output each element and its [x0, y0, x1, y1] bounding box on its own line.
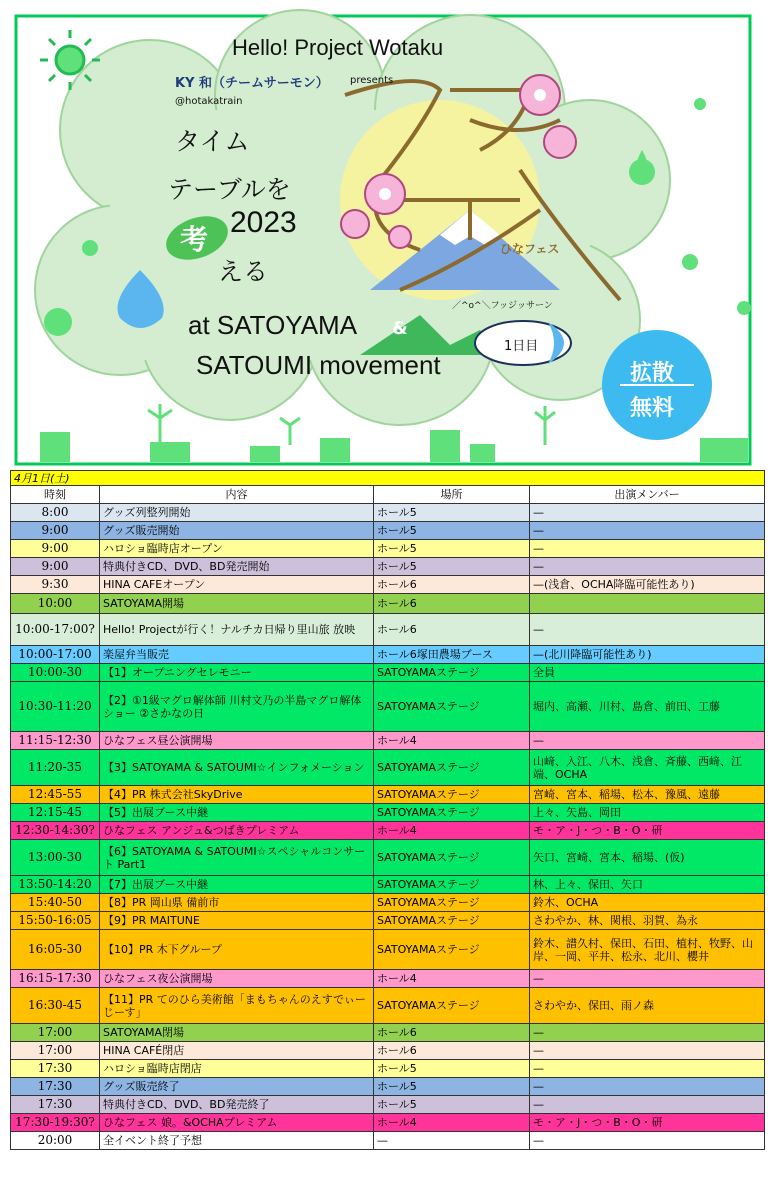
table-row — [11, 750, 765, 786]
table-row — [11, 1114, 765, 1132]
cell-place: SATOYAMAステージ — [374, 750, 530, 786]
cell-time: 10:00-17:00? — [11, 614, 100, 646]
poster-line3: える — [218, 257, 269, 286]
poster-title: Hello! Project Wotaku — [232, 35, 444, 60]
table-row — [11, 970, 765, 988]
header-place: 場所 — [374, 486, 530, 504]
cell-event: 【5】出展ブース中継 — [100, 804, 374, 822]
cell-members: モ・ア・J・つ・B・O・研 — [530, 822, 765, 840]
cell-event: 【6】SATOYAMA & SATOUMI☆スペシャルコンサート Part1 — [100, 840, 374, 876]
cell-members: — — [530, 1132, 765, 1150]
cell-event: 【1】オープニングセレモニー — [100, 664, 374, 682]
cell-time: 17:00 — [11, 1024, 100, 1042]
cell-event: ハロショ臨時店オープン — [100, 540, 374, 558]
cell-time: 20:00 — [11, 1132, 100, 1150]
cell-members: — — [530, 614, 765, 646]
table-row — [11, 786, 765, 804]
table-row — [11, 576, 765, 594]
table-row — [11, 894, 765, 912]
header-row — [11, 486, 765, 504]
header-time: 時刻 — [11, 486, 100, 504]
cell-members: — — [530, 1060, 765, 1078]
poster-venue-2: SATOUMI movement — [196, 350, 441, 380]
table-row — [11, 1096, 765, 1114]
cell-event: グッズ列整列開始 — [100, 504, 374, 522]
cell-members: モ・ア・J・つ・B・O・研 — [530, 1114, 765, 1132]
cell-place: ホール5 — [374, 1096, 530, 1114]
poster-amp: & — [392, 318, 408, 339]
cell-event: 【9】PR MAITUNE — [100, 912, 374, 930]
cell-time: 15:50-16:05 — [11, 912, 100, 930]
cell-place: SATOYAMAステージ — [374, 876, 530, 894]
header-members: 出演メンバー — [530, 486, 765, 504]
cell-place: ホール4 — [374, 822, 530, 840]
cell-members: —(北川降臨可能性あり) — [530, 646, 765, 664]
cell-place: ホール5 — [374, 1078, 530, 1096]
poster-fuji-label: ／^o^＼フッジッサーン — [452, 301, 553, 311]
cell-members: — — [530, 1096, 765, 1114]
cell-event: SATOYAMA閉場 — [100, 1024, 374, 1042]
date-row — [11, 471, 765, 486]
cell-members: 宮崎、宮本、稲場、松本、豫風、遠藤 — [530, 786, 765, 804]
cell-members — [530, 594, 765, 614]
poster-handle: @hotakatrain — [175, 96, 243, 107]
cell-event: 【10】PR 木下グループ — [100, 930, 374, 970]
cell-members: — — [530, 540, 765, 558]
cell-time: 10:30-11:20 — [11, 682, 100, 732]
cell-place: SATOYAMAステージ — [374, 682, 530, 732]
table-row — [11, 822, 765, 840]
cell-event: ひなフェス 娘。&OCHAプレミアム — [100, 1114, 374, 1132]
table-row — [11, 1024, 765, 1042]
cell-members: — — [530, 732, 765, 750]
cell-time: 12:15-45 — [11, 804, 100, 822]
cell-time: 17:30 — [11, 1078, 100, 1096]
cell-event: 特典付きCD、DVD、BD発売開始 — [100, 558, 374, 576]
table-row — [11, 522, 765, 540]
cell-event: 【11】PR てのひら美術館「まもちゃんのえすでぃーじーす」 — [100, 988, 374, 1024]
cell-time: 16:15-17:30 — [11, 970, 100, 988]
cell-place: SATOYAMAステージ — [374, 930, 530, 970]
cell-place: ホール4 — [374, 970, 530, 988]
cell-time: 17:30-19:30? — [11, 1114, 100, 1132]
cell-event: ひなフェス昼公演開場 — [100, 732, 374, 750]
cell-event: グッズ販売開始 — [100, 522, 374, 540]
cell-time: 12:30-14:30? — [11, 822, 100, 840]
table-row — [11, 1078, 765, 1096]
cell-place: ホール4 — [374, 1114, 530, 1132]
cell-members: 全員 — [530, 664, 765, 682]
table-row — [11, 540, 765, 558]
cell-members: 鈴木、譜久村、保田、石田、植村、牧野、山岸、一岡、平井、松永、北川、櫻井 — [530, 930, 765, 970]
cell-event: 【8】PR 岡山県 備前市 — [100, 894, 374, 912]
table-row — [11, 646, 765, 664]
table-row — [11, 558, 765, 576]
cell-members: さわやか、保田、雨ノ森 — [530, 988, 765, 1024]
cell-members: 林、上々、保田、矢口 — [530, 876, 765, 894]
cell-event: 特典付きCD、DVD、BD発売終了 — [100, 1096, 374, 1114]
cell-event: 【2】①1級マグロ解体師 川村文乃の半島マグロ解体ショー ②さかなの日 — [100, 682, 374, 732]
cell-place: SATOYAMAステージ — [374, 804, 530, 822]
cell-event: HINA CAFÉ閉店 — [100, 1042, 374, 1060]
cell-members: 上々、矢島、岡田 — [530, 804, 765, 822]
cell-place: SATOYAMAステージ — [374, 894, 530, 912]
cell-event: HINA CAFEオープン — [100, 576, 374, 594]
cell-place: ホール5 — [374, 540, 530, 558]
cell-members: — — [530, 970, 765, 988]
table-row — [11, 614, 765, 646]
cell-place: SATOYAMAステージ — [374, 786, 530, 804]
cell-place: SATOYAMAステージ — [374, 664, 530, 682]
cell-event: 楽屋弁当販売 — [100, 646, 374, 664]
date-label: 4月1日(土) — [11, 471, 765, 486]
cell-members: — — [530, 504, 765, 522]
table-row — [11, 1060, 765, 1078]
promo-badge-top: 拡散 — [630, 361, 675, 386]
cell-time: 10:00 — [11, 594, 100, 614]
cell-place: — — [374, 1132, 530, 1150]
cell-members: さわやか、林、関根、羽賀、為永 — [530, 912, 765, 930]
cell-time: 13:50-14:20 — [11, 876, 100, 894]
cell-time: 15:40-50 — [11, 894, 100, 912]
cell-place: ホール6 — [374, 1042, 530, 1060]
cell-place: ホール6 — [374, 1024, 530, 1042]
cell-place: SATOYAMAステージ — [374, 840, 530, 876]
cell-time: 10:00-17:00 — [11, 646, 100, 664]
cell-place: ホール4 — [374, 732, 530, 750]
cell-members: —(浅倉、OCHA降臨可能性あり) — [530, 576, 765, 594]
cell-place: ホール5 — [374, 522, 530, 540]
cell-time: 17:00 — [11, 1042, 100, 1060]
cell-place: ホール6 — [374, 576, 530, 594]
poster-banner — [0, 0, 768, 468]
cell-place: SATOYAMAステージ — [374, 988, 530, 1024]
cell-place: ホール6塚田農場ブース — [374, 646, 530, 664]
promo-badge-bottom: 無料 — [630, 396, 675, 421]
cell-members: 矢口、宮崎、宮本、稲場、(仮) — [530, 840, 765, 876]
cell-time: 9:00 — [11, 558, 100, 576]
poster-author: KY 和（チームサーモン） — [175, 76, 329, 91]
cell-event: ハロショ臨時店閉店 — [100, 1060, 374, 1078]
timetable — [10, 470, 765, 1150]
table-row — [11, 876, 765, 894]
cell-event: 【7】出展ブース中継 — [100, 876, 374, 894]
cell-time: 9:00 — [11, 522, 100, 540]
cell-event: 【3】SATOYAMA & SATOUMI☆インフォメーション — [100, 750, 374, 786]
cell-event: Hello! Projectが行く！ナルチカ日帰り里山旅 放映 — [100, 614, 374, 646]
cell-time: 17:30 — [11, 1060, 100, 1078]
table-row — [11, 912, 765, 930]
cell-members: 山﨑、入江、八木、浅倉、斉藤、西﨑、江端、OCHA — [530, 750, 765, 786]
table-row — [11, 988, 765, 1024]
cell-members: 鈴木、OCHA — [530, 894, 765, 912]
table-row — [11, 1132, 765, 1150]
cell-event: 全イベント終了予想 — [100, 1132, 374, 1150]
cell-place: ホール5 — [374, 558, 530, 576]
cell-time: 9:00 — [11, 540, 100, 558]
cell-place: SATOYAMAステージ — [374, 912, 530, 930]
cell-members: — — [530, 1042, 765, 1060]
cell-members: — — [530, 1024, 765, 1042]
cell-event: ひなフェス アンジュ&つばきプレミアム — [100, 822, 374, 840]
poster-day: 1日目 — [504, 339, 539, 354]
cell-place: ホール6 — [374, 614, 530, 646]
cell-place: ホール5 — [374, 504, 530, 522]
cell-time: 16:05-30 — [11, 930, 100, 970]
cell-members: 堀内、高瀬、川村、島倉、前田、工藤 — [530, 682, 765, 732]
cell-members: — — [530, 1078, 765, 1096]
poster-kanji: 考 — [180, 223, 209, 256]
cell-time: 12:45-55 — [11, 786, 100, 804]
table-row — [11, 840, 765, 876]
table-row — [11, 1042, 765, 1060]
poster-presents: presents — [350, 75, 394, 86]
cell-event: ひなフェス夜公演開場 — [100, 970, 374, 988]
header-event: 内容 — [100, 486, 374, 504]
table-row — [11, 732, 765, 750]
poster-line1: タイム — [175, 127, 250, 156]
cell-time: 16:30-45 — [11, 988, 100, 1024]
poster-line2: テーブルを — [168, 175, 291, 204]
table-row — [11, 682, 765, 732]
poster-logo-text: ひなフェス — [500, 242, 560, 256]
table-row — [11, 664, 765, 682]
cell-time: 9:30 — [11, 576, 100, 594]
poster-year: 2023 — [230, 206, 297, 239]
table-row — [11, 930, 765, 970]
cell-place: ホール6 — [374, 594, 530, 614]
cell-time: 13:00-30 — [11, 840, 100, 876]
cell-event: 【4】PR 株式会社SkyDrive — [100, 786, 374, 804]
table-row — [11, 594, 765, 614]
cell-time: 8:00 — [11, 504, 100, 522]
cell-time: 11:15-12:30 — [11, 732, 100, 750]
cell-place: ホール5 — [374, 1060, 530, 1078]
table-row — [11, 804, 765, 822]
cell-members: — — [530, 522, 765, 540]
cell-time: 10:00-30 — [11, 664, 100, 682]
table-row — [11, 504, 765, 522]
poster-venue-1: at SATOYAMA — [188, 310, 358, 340]
cell-time: 11:20-35 — [11, 750, 100, 786]
cell-time: 17:30 — [11, 1096, 100, 1114]
cell-event: SATOYAMA開場 — [100, 594, 374, 614]
cell-event: グッズ販売終了 — [100, 1078, 374, 1096]
cell-members: — — [530, 558, 765, 576]
